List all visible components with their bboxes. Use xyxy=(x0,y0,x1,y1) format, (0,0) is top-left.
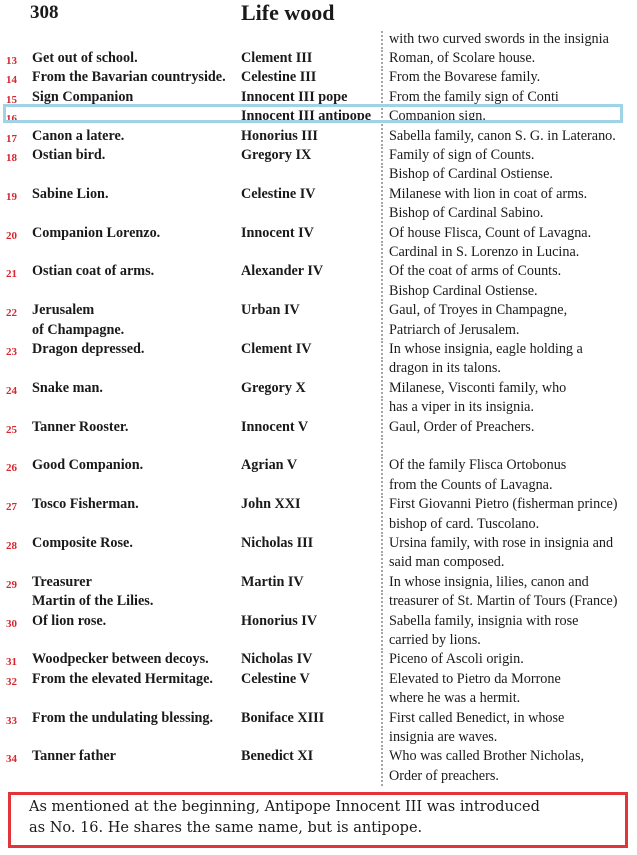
description-text: From the Bovarese family. xyxy=(389,69,541,86)
motto-text: Jerusalem xyxy=(32,302,95,319)
table-row xyxy=(0,515,637,534)
motto-text: Sign Companion xyxy=(32,88,134,105)
description-text: Milanese with lion in coat of arms. xyxy=(389,185,588,202)
pope-name: Clement IV xyxy=(241,340,312,357)
motto-text: Treasurer xyxy=(32,573,92,590)
pope-name: Innocent IV xyxy=(241,224,314,241)
dotted-divider xyxy=(381,670,383,689)
dotted-divider xyxy=(381,476,383,495)
motto-text: Tosco Fisherman. xyxy=(32,496,139,513)
dotted-divider xyxy=(381,495,383,514)
table-row xyxy=(0,728,637,747)
table-row xyxy=(0,204,637,223)
table-row xyxy=(0,573,637,592)
entry-number: 33 xyxy=(6,714,17,727)
description-text: Of house Flisca, Count of Lavagna. xyxy=(389,224,592,241)
pope-name: Martin IV xyxy=(241,573,304,590)
motto-text: From the undulating blessing. xyxy=(32,709,214,726)
table-row xyxy=(0,359,637,378)
description-text: has a viper in its insignia. xyxy=(389,399,535,416)
entry-number: 21 xyxy=(6,268,17,281)
table-row xyxy=(0,185,637,204)
description-text: From the family sign of Conti xyxy=(389,88,559,105)
pope-name: Innocent V xyxy=(241,418,309,435)
description-text: Piceno of Ascoli origin. xyxy=(389,651,524,668)
dotted-divider xyxy=(381,30,383,49)
dotted-divider xyxy=(381,534,383,553)
motto-text: Get out of school. xyxy=(32,49,138,66)
description-text: bishop of card. Tuscolano. xyxy=(389,515,540,532)
motto-text: From the elevated Hermitage. xyxy=(32,670,213,687)
dotted-divider xyxy=(381,747,383,766)
note-line-1: As mentioned at the beginning, Antipope Innocent III was introduced xyxy=(29,799,540,815)
table-row xyxy=(0,631,637,650)
description-text: Elevated to Pietro da Morrone xyxy=(389,670,561,687)
description-text: Gaul, of Troyes in Champagne, xyxy=(389,302,568,319)
pope-name: Honorius III xyxy=(241,127,318,144)
motto-text: Tanner father xyxy=(32,748,116,765)
motto-text: Composite Rose. xyxy=(32,534,133,551)
table-row xyxy=(0,30,637,49)
dotted-divider xyxy=(381,437,383,456)
description-text: carried by lions. xyxy=(389,631,481,648)
entry-number: 31 xyxy=(6,656,17,669)
pope-name: John XXI xyxy=(241,496,301,513)
description-text: In whose insignia, eagle holding a xyxy=(389,340,583,357)
table-row xyxy=(0,747,637,766)
dotted-divider xyxy=(381,165,383,184)
table-row xyxy=(0,670,637,689)
entry-number: 24 xyxy=(6,384,17,397)
pope-name: Agrian V xyxy=(241,457,298,474)
table-row xyxy=(0,553,637,572)
dotted-divider xyxy=(381,321,383,340)
motto-text: Of lion rose. xyxy=(32,612,107,629)
table-row xyxy=(0,612,637,631)
pope-name: Innocent III antipope xyxy=(241,108,372,125)
table-row xyxy=(0,127,637,146)
table-row xyxy=(0,767,637,786)
entry-number: 32 xyxy=(6,675,17,688)
dotted-divider xyxy=(381,689,383,708)
description-text: Who was called Brother Nicholas, xyxy=(389,748,585,765)
entry-number: 22 xyxy=(6,307,17,320)
pope-name: Benedict XI xyxy=(241,748,314,765)
description-text: Sabella family, canon S. G. in Laterano. xyxy=(389,127,616,144)
dotted-divider xyxy=(381,553,383,572)
description-text: Milanese, Visconti family, who xyxy=(389,379,567,396)
description-text: Cardinal in S. Lorenzo in Lucina. xyxy=(389,243,580,260)
table-row xyxy=(0,456,637,475)
table-row xyxy=(0,379,637,398)
pope-name: Celestine III xyxy=(241,69,317,86)
description-text: Roman, of Scolare house. xyxy=(389,49,536,66)
entry-number: 16 xyxy=(6,113,17,126)
dotted-divider xyxy=(381,398,383,417)
entry-number: 19 xyxy=(6,190,17,203)
entry-number: 28 xyxy=(6,539,17,552)
dotted-divider xyxy=(381,224,383,243)
motto-text: Woodpecker between decoys. xyxy=(32,651,209,668)
motto-text: Ostian coat of arms. xyxy=(32,263,155,280)
dotted-divider xyxy=(381,243,383,262)
motto-text: of Champagne. xyxy=(32,321,125,338)
page-title: Life wood xyxy=(241,0,335,25)
table-row xyxy=(0,49,637,68)
description-text: Bishop of Cardinal Sabino. xyxy=(389,205,544,222)
motto-text: Canon a latere. xyxy=(32,127,125,144)
dotted-divider xyxy=(381,340,383,359)
entry-number: 30 xyxy=(6,617,17,630)
pope-name: Clement III xyxy=(241,49,313,66)
description-text: Sabella family, insignia with rose xyxy=(389,612,579,629)
dotted-divider xyxy=(381,728,383,747)
dotted-divider xyxy=(381,282,383,301)
description-text: treasurer of St. Martin of Tours (France) xyxy=(389,593,618,610)
table-row xyxy=(0,709,637,728)
dotted-divider xyxy=(381,456,383,475)
entry-number: 29 xyxy=(6,578,17,591)
table-row xyxy=(0,592,637,611)
description-text: Companion sign. xyxy=(389,108,486,125)
dotted-divider xyxy=(381,592,383,611)
dotted-divider xyxy=(381,612,383,631)
table-row xyxy=(0,224,637,243)
table-row xyxy=(0,262,637,281)
dotted-divider xyxy=(381,631,383,650)
dotted-divider xyxy=(381,146,383,165)
entry-number: 20 xyxy=(6,229,17,242)
dotted-divider xyxy=(381,379,383,398)
table-row xyxy=(0,146,637,165)
description-text: where he was a hermit. xyxy=(389,690,521,707)
table-row xyxy=(0,321,637,340)
description-text: said man composed. xyxy=(389,554,505,571)
pope-name: Honorius IV xyxy=(241,612,318,629)
motto-text: Tanner Rooster. xyxy=(32,418,129,435)
entry-number: 25 xyxy=(6,423,17,436)
description-text: Patriarch of Jerusalem. xyxy=(389,321,520,338)
dotted-divider xyxy=(381,767,383,786)
dotted-divider xyxy=(381,709,383,728)
entry-number: 26 xyxy=(6,462,17,475)
entry-number: 17 xyxy=(6,132,17,145)
description-text: First Giovanni Pietro (fisherman prince) xyxy=(389,496,618,513)
table-row xyxy=(0,301,637,320)
page-number: 308 xyxy=(30,2,59,23)
dotted-divider xyxy=(381,418,383,437)
description-text: dragon in its talons. xyxy=(389,360,501,377)
pope-name: Celestine IV xyxy=(241,185,316,202)
motto-text: Companion Lorenzo. xyxy=(32,224,161,241)
table-row xyxy=(0,650,637,669)
dotted-divider xyxy=(381,515,383,534)
dotted-divider xyxy=(381,301,383,320)
table-row xyxy=(0,476,637,495)
description-text: Ursina family, with rose in insignia and xyxy=(389,534,614,551)
table-row xyxy=(0,689,637,708)
entry-number: 34 xyxy=(6,753,17,766)
table-row xyxy=(0,68,637,87)
description-text: with two curved swords in the insignia xyxy=(389,30,609,47)
description-text: Gaul, Order of Preachers. xyxy=(389,418,535,435)
description-text: insignia are waves. xyxy=(389,728,498,745)
description-text: Family of sign of Counts. xyxy=(389,146,535,163)
motto-text: Sabine Lion. xyxy=(32,185,109,202)
motto-text: Snake man. xyxy=(32,379,103,396)
table-row xyxy=(0,418,637,437)
note-box xyxy=(8,792,628,848)
highlight-box-row-16 xyxy=(3,104,623,123)
description-text: Bishop Cardinal Ostiense. xyxy=(389,282,538,299)
description-text: Order of preachers. xyxy=(389,767,499,784)
dotted-divider xyxy=(381,262,383,281)
description-text: First called Benedict, in whose xyxy=(389,709,565,726)
motto-text: From the Bavarian countryside. xyxy=(32,69,226,86)
entry-number: 23 xyxy=(6,345,17,358)
motto-text: Ostian bird. xyxy=(32,146,106,163)
table-row xyxy=(0,340,637,359)
pope-name: Alexander IV xyxy=(241,263,324,280)
entry-number: 18 xyxy=(6,151,17,164)
entry-number: 13 xyxy=(6,54,17,67)
table-row xyxy=(0,437,637,456)
dotted-divider xyxy=(381,185,383,204)
description-text: from the Counts of Lavagna. xyxy=(389,476,553,493)
entry-number: 15 xyxy=(6,93,17,106)
dotted-divider xyxy=(381,359,383,378)
description-text: Bishop of Cardinal Ostiense. xyxy=(389,166,553,183)
description-text: Of the coat of arms of Counts. xyxy=(389,263,562,280)
pope-name: Gregory IX xyxy=(241,146,312,163)
motto-text: Good Companion. xyxy=(32,457,144,474)
table-row xyxy=(0,495,637,514)
dotted-divider xyxy=(381,49,383,68)
pope-name: Urban IV xyxy=(241,302,300,319)
description-text: Of the family Flisca Ortobonus xyxy=(389,457,567,474)
dotted-divider xyxy=(381,127,383,146)
dotted-divider xyxy=(381,204,383,223)
pope-name: Gregory X xyxy=(241,379,306,396)
note-line-2: as No. 16. He shares the same name, but is antipope. xyxy=(29,820,423,836)
dotted-divider xyxy=(381,650,383,669)
table-row xyxy=(0,398,637,417)
entry-number: 14 xyxy=(6,74,17,87)
motto-text: Dragon depressed. xyxy=(32,340,145,357)
table-row xyxy=(0,165,637,184)
pope-name: Nicholas III xyxy=(241,534,314,551)
dotted-divider xyxy=(381,573,383,592)
pope-name: Celestine V xyxy=(241,670,310,687)
table-row xyxy=(0,243,637,262)
pope-name: Boniface XIII xyxy=(241,709,325,726)
pope-name: Nicholas IV xyxy=(241,651,313,668)
motto-text: Martin of the Lilies. xyxy=(32,593,154,610)
entry-number: 27 xyxy=(6,501,17,514)
dotted-divider xyxy=(381,68,383,87)
description-text: In whose insignia, lilies, canon and xyxy=(389,573,589,590)
pope-name: Innocent III pope xyxy=(241,88,348,105)
table-row xyxy=(0,534,637,553)
table-row xyxy=(0,282,637,301)
